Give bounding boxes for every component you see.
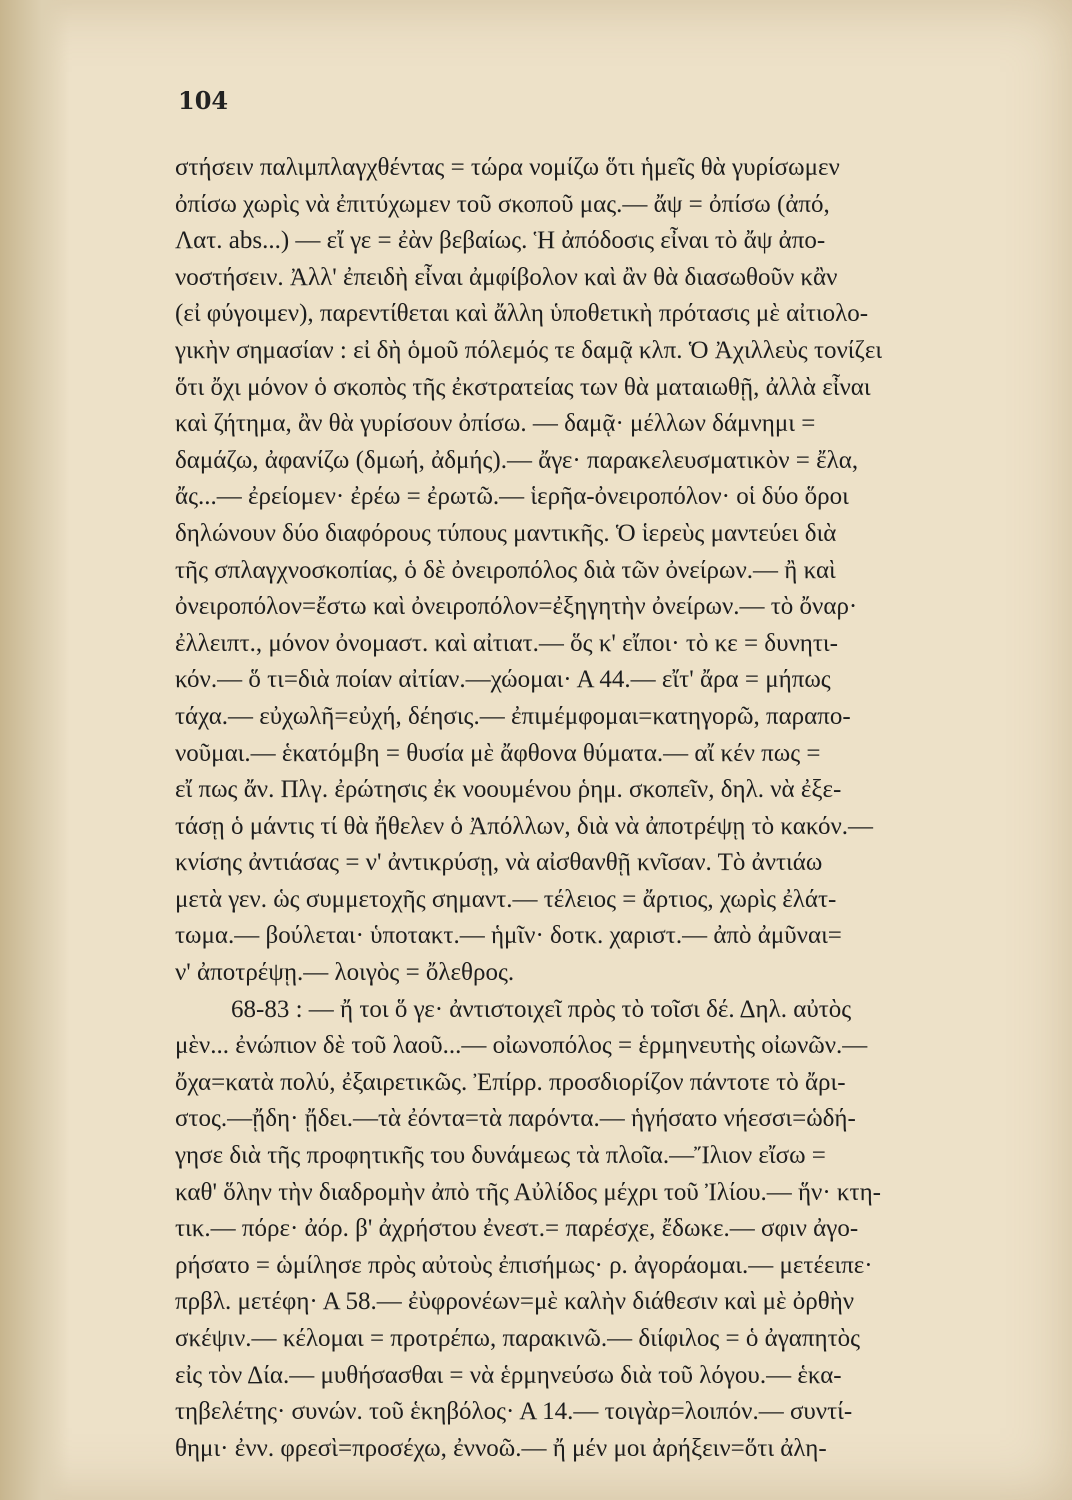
text-line: ἐλλειπτ., μόνον ὀνομαστ. καὶ αἰτιατ.— ὅς κ' εἴποι· τὸ κε = δυνητι- <box>175 629 838 657</box>
text-line: ἄς...— ἐρείομεν· ἐρέω = ἐρωτῶ.— ἱερῆα-ὀνειροπόλον· οἱ δύο ὅροι <box>175 483 849 511</box>
text-line: τῆς σπλαγχνοσκοπίας, ὁ δὲ ὀνειροπόλος διὰ τῶν ὀνείρων.— ἢ καὶ <box>175 556 836 584</box>
text-line: νοστήσειν. Ἀλλ' ἐπειδὴ εἶναι ἀμφίβολον καὶ ἂν θὰ διασωθοῦν κἂν <box>175 263 838 291</box>
text-line: γικὴν σημασίαν : εἰ δὴ ὁμοῦ πόλεμός τε δαμᾷ κλπ. Ὁ Ἀχιλλεὺς τονίζει <box>175 336 883 364</box>
text-line: ὅτι ὄχι μόνον ὁ σκοπὸς τῆς ἐκστρατείας των θὰ ματαιωθῇ, ἀλλὰ εἶναι <box>175 373 871 401</box>
text-line: τικ.— πόρε· ἀόρ. β' ἀχρήστου ἐνεστ.= παρέσχε, ἔδωκε.— σφιν ἀγο- <box>175 1215 859 1243</box>
text-line: μετὰ γεν. ὡς συμμετοχῆς σημαντ.— τέλειος = ἄρτιος, χωρὶς ἐλάτ- <box>175 885 837 913</box>
text-line: τηβελέτης· συνών. τοῦ ἑκηβόλος· Α 14.— τοιγὰρ=λοιπόν.— συντί- <box>175 1398 853 1426</box>
text-line: τωμα.— βούλεται· ὑποτακτ.— ἡμῖν· δοτκ. χαριστ.— ἀπὸ ἀμῦναι= <box>175 922 842 950</box>
text-line: πρβλ. μετέφη· Α 58.— ἐὺφρονέων=μὲ καλὴν διάθεσιν καὶ μὲ ὀρθὴν <box>175 1288 855 1316</box>
text-line: ὀπίσω χωρὶς νὰ ἐπιτύχωμεν τοῦ σκοποῦ μας.— ἄψ = ὀπίσω (ἀπό, <box>175 190 830 218</box>
text-line: στήσειν παλιμπλαγχθέντας = τώρα νομίζω ὅτι ἡμεῖς θὰ γυρίσωμεν <box>175 154 840 181</box>
text-line: καὶ ζήτημα, ἂν θὰ γυρίσουν ὀπίσω. — δαμᾷ· μέλλων δάμνημι = <box>175 410 816 438</box>
text-line: μὲν... ἐνώπιον δὲ τοῦ λαοῦ...— οἰωνοπόλος = ἑρμηνευτὴς οἰωνῶν.— <box>175 1032 868 1060</box>
text-line: κόν.— ὅ τι=διὰ ποίαν αἰτίαν.—χώομαι· Α 44.— εἴτ' ἄρα = μήπως <box>175 666 831 694</box>
text-line: εἰς τὸν Δία.— μυθήσασθαι = νὰ ἑρμηνεύσω διὰ τοῦ λόγου.— ἑκα- <box>175 1361 842 1389</box>
text-line: εἴ πως ἄν. Πλγ. ἐρώτησις ἐκ νοουμένου ῥημ. σκοπεῖν, δηλ. νὰ ἐξε- <box>175 776 842 804</box>
page-number: 104 <box>178 86 229 115</box>
text-line: θημι· ἐνν. φρεσὶ=προσέχω, ἐννοῶ.— ἤ μέν μοι ἀρήξειν=ὅτι ἀλη- <box>175 1434 827 1462</box>
section-heading-line: 68-83 : — ἤ τοι ὅ γε· ἀντιστοιχεῖ πρὸς τὸ τοῖσι δέ. Δηλ. αὐτὸς <box>231 995 852 1023</box>
text-line: ὀνειροπόλον=ἔστω καὶ ὀνειροπόλον=ἐξηγητὴν ὀνείρων.— τὸ ὄναρ· <box>175 593 858 621</box>
text-line: τάσῃ ὁ μάντις τί θὰ ἤθελεν ὁ Ἀπόλλων, διὰ νὰ ἀποτρέψῃ τὸ κακόν.— <box>175 812 874 840</box>
text-line: ὄχα=κατὰ πολύ, ἐξαιρετικῶς. Ἐπίρρ. προσδιορίζον πάντοτε τὸ ἄρι- <box>175 1068 846 1096</box>
text-line: Λατ. abs...) — εἴ γε = ἐὰν βεβαίως. Ἡ ἀπόδοσις εἶναι τὸ ἄψ ἀπο- <box>175 227 826 255</box>
commentary-text-block <box>175 150 1013 1467</box>
text-line: τάχα.— εὐχωλῆ=εὐχή, δέησις.— ἐπιμέμφομαι=κατηγορῶ, παραπο- <box>175 702 851 730</box>
text-line: καθ' ὅλην τὴν διαδρομὴν ἀπὸ τῆς Αὐλίδος μέχρι τοῦ Ἰλίου.— ἥν· κτη- <box>175 1178 881 1206</box>
text-line: ρήσατο = ὡμίλησε πρὸς αὐτοὺς ἐπισήμως· ρ. ἀγοράομαι.— μετέειπε· <box>175 1251 873 1279</box>
text-line: δαμάζω, ἀφανίζω (δμωή, ἀδμής).— ἄγε· παρακελευσματικὸν = ἔλα, <box>175 446 859 474</box>
text-line: σκέψιν.— κέλομαι = προτρέπω, παρακινῶ.— διίφιλος = ὁ ἀγαπητὸς <box>175 1325 861 1352</box>
text-line: κνίσης ἀντιάσας = ν' ἀντικρύσῃ, νὰ αἰσθανθῇ κνῖσαν. Τὸ ἀντιάω <box>175 849 823 877</box>
text-line: γησε διὰ τῆς προφητικῆς του δυνάμεως τὰ πλοῖα.—Ἴλιον εἴσω = <box>175 1142 826 1170</box>
text-line: νοῦμαι.— ἑκατόμβη = θυσία μὲ ἄφθονα θύματα.— αἴ κέν πως = <box>175 739 821 767</box>
text-line: ν' ἀποτρέψῃ.— λοιγὸς = ὄλεθρος. <box>175 959 515 987</box>
text-line: στος.—ᾔδη· ᾔδει.—τὰ ἐόντα=τὰ παρόντα.— ἡγήσατο νήεσσι=ὡδή- <box>175 1105 856 1133</box>
page-gutter-shadow <box>0 0 70 1500</box>
text-line: (εἰ φύγοιμεν), παρεντίθεται καὶ ἄλλη ὑποθετικὴ πρότασις μὲ αἰτιολο- <box>175 300 869 328</box>
text-line: δηλώνουν δύο διαφόρους τύπους μαντικῆς. Ὁ ἱερεὺς μαντεύει διὰ <box>175 519 837 547</box>
